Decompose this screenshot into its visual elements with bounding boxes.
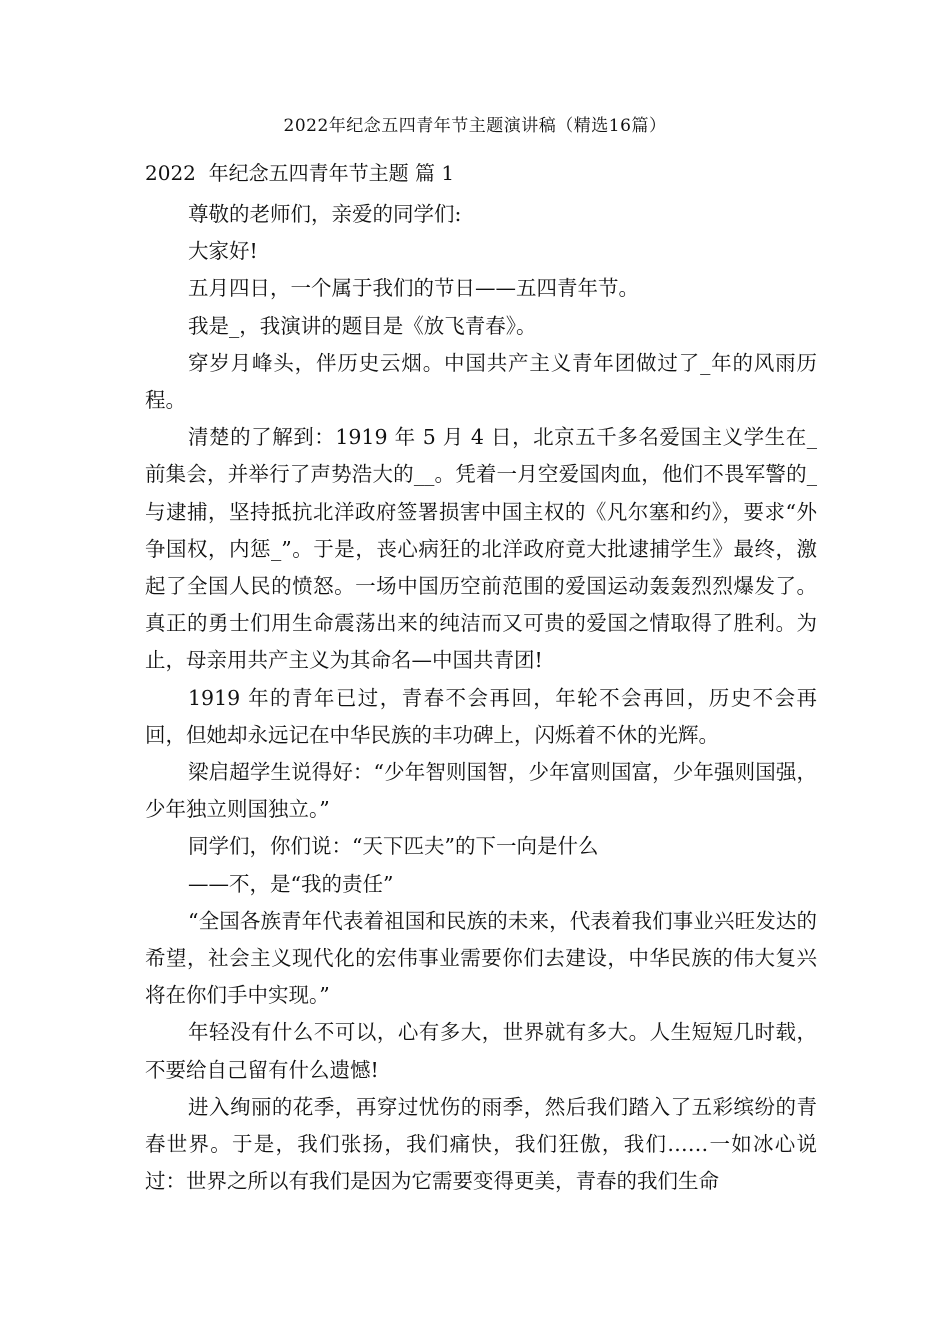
section-heading: 2022 年纪念五四青年节主题 篇 1 bbox=[145, 161, 455, 185]
paragraph-greeting: 大家好! bbox=[188, 239, 258, 264]
paragraph: 年轻没有什么不可以，心有多大，世界就有多大。人生短短几时载，不要给自己留有什么遗憾! bbox=[145, 1020, 817, 1082]
paragraph: 我是_，我演讲的题目是《放飞青春》。 bbox=[188, 313, 537, 338]
paragraph-quote: “全国各族青年代表着祖国和民族的未来，代表着我们事业兴旺发达的希望，社会主义现代化的宏伟事业需要你们去建设，中华民族的伟大复兴将在你们手中实现。” bbox=[145, 908, 817, 1008]
paragraph-salutation: 尊敬的老师们，亲爱的同学们: bbox=[188, 202, 462, 226]
document-title: 2022年纪念五四青年节主题演讲稿（精选16篇） bbox=[283, 116, 667, 136]
paragraph: 梁启超学生说得好：“少年智则国智，少年富则国富，少年强则国强，少年独立则国独立。” bbox=[145, 760, 817, 822]
paragraph: 穿岁月峰头，伴历史云烟。中国共产主义青年团做过了_年的风雨历程。 bbox=[145, 350, 817, 413]
paragraph: 五月四日，一个属于我们的节日——五四青年节。 bbox=[188, 276, 639, 301]
paragraph: ——不，是“我的责任” bbox=[188, 871, 394, 896]
paragraph: 清楚的了解到：1919 年 5 月 4 日，北京五千多名爱国主义学生在_前集会，并举行了声势浩大的__。凭着一月空爱国肉血，他们不畏军警的_与逮捕，坚持抵抗北洋政府签署损害中国主权的《凡尔塞和约》，要求“外争国权，内惩_”。于是，丧心病狂的北洋政府竟大批逮捕学生》最终，激起了全国人民的愤怒。一场中国历空前范围的爱国运动轰轰烈烈爆发了。真正的勇士们用生命震荡出来的纯洁而又可贵的爱国之情取得了胜利。为止，母亲用共产主义为其命名—中国共青团! bbox=[145, 425, 817, 673]
paragraph: 进入绚丽的花季，再穿过忧伤的雨季，然后我们踏入了五彩缤纷的青春世界。于是，我们张扬，我们痛快，我们狂傲，我们……一如冰心说过：世界之所以有我们是因为它需要变得更美，青春的我们生命 bbox=[145, 1094, 817, 1194]
document-body bbox=[145, 196, 817, 1200]
paragraph: 同学们，你们说：“天下匹夫”的下一向是什么 bbox=[188, 834, 599, 859]
paragraph: 1919 年的青年已过，青春不会再回，年轮不会再回，历史不会再回，但她却永远记在中华民族的丰功碑上，闪烁着不休的光辉。 bbox=[145, 685, 817, 747]
